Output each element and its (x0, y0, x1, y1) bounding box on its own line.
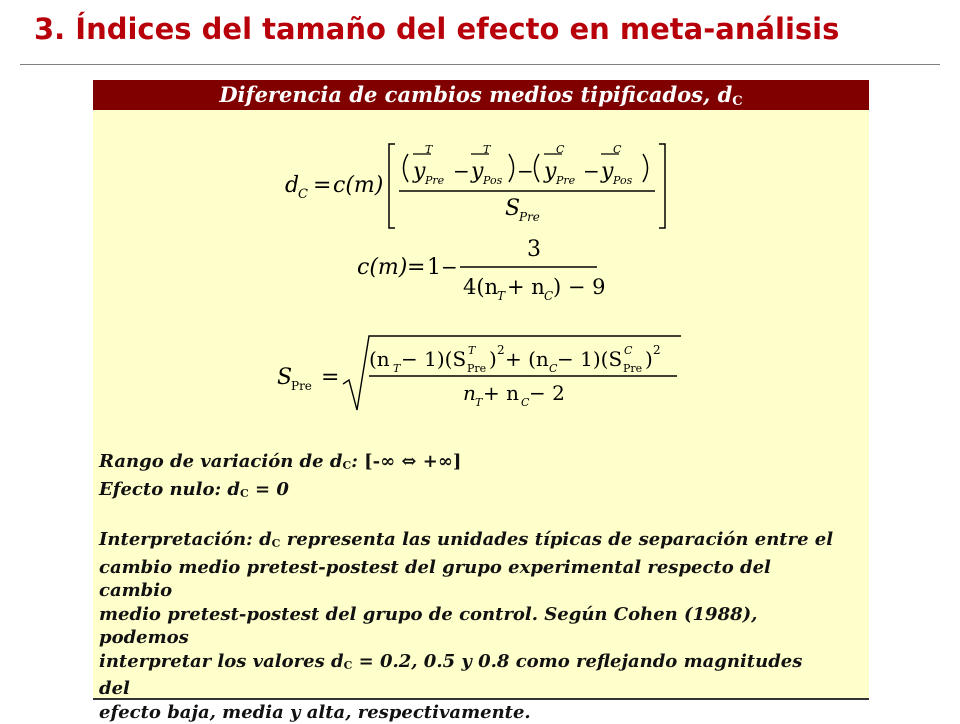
panel-header-subscript: C (732, 94, 742, 109)
effect-size-description (99, 450, 839, 724)
interpretation-line4-b: = 0.2, 0.5 y 0.8 como reflejando magnitudes del (99, 651, 802, 700)
dc-y1: y (412, 159, 426, 184)
interpretation-line1-rest: representa las unidades típicas de separación entre el (287, 529, 833, 550)
dc-paren-1-close (509, 154, 514, 182)
spre-num-sub-pre-1: Pre (467, 362, 486, 375)
cm-den-sub1: T (497, 289, 506, 303)
effect-size-panel (93, 80, 869, 700)
range-colon: : (351, 451, 358, 472)
spre-sq-1: 2 (497, 343, 505, 357)
interpretation-line4-a: interpretar los valores d (99, 651, 344, 672)
spre-num-d: − 1)(S (557, 347, 622, 371)
spre-num-b: − 1)(S (401, 347, 466, 371)
dc-minus-1: − (453, 159, 470, 183)
dc-y3-sup: C (556, 143, 565, 156)
null-effect-label: Efecto nulo: (99, 479, 221, 500)
title-divider (20, 64, 940, 65)
cm-num: 3 (527, 237, 541, 262)
dc-minus-2: − (517, 159, 534, 183)
interpretation-label: Interpretación: (99, 529, 253, 550)
dc-y2: y (470, 159, 484, 184)
dc-y4-sup: C (613, 143, 622, 156)
spre-den-tail: − 2 (529, 381, 565, 405)
range-line (99, 450, 839, 478)
formula-spre (277, 332, 697, 412)
cm-eq: = (407, 255, 425, 280)
interpretation-line4-sub: C (344, 659, 353, 672)
panel-header-text: Diferencia de cambios medios tipificados, d (219, 82, 732, 107)
spre-den-sub-c: C (521, 396, 530, 409)
interpretation-sub: C (272, 537, 281, 550)
spre-num-a: (n (369, 347, 390, 371)
dc-lhs-sub: C (298, 187, 308, 202)
interpretation-line-2: cambio medio pretest-postest del grupo experimental respecto del cambio (99, 556, 839, 603)
spre-num-sub-t: T (393, 362, 402, 375)
spre-paren-1: ) (489, 347, 497, 371)
spre-eq: = (321, 365, 339, 390)
dc-paren-1-open (404, 154, 409, 182)
spre-lhs-sub: Pre (291, 379, 312, 393)
cm-one: 1 (427, 255, 441, 280)
spre-den-sub-t: T (475, 396, 484, 409)
cm-den: 4(n (463, 275, 498, 299)
spre-num-c: + (n (505, 347, 549, 371)
interpretation-dc: d (259, 529, 272, 550)
spre-num-sub-c: C (549, 362, 558, 375)
dc-den-sub: Pre (518, 210, 540, 224)
cm-minus: − (441, 255, 458, 279)
interpretation-line-4 (99, 650, 839, 701)
dc-paren-2-close (643, 154, 648, 182)
dc-coef: c(m) (333, 173, 383, 198)
paragraph-gap (99, 505, 839, 528)
dc-y4-sub: Pos (612, 174, 633, 187)
dc-y2-sub: Pos (482, 174, 503, 187)
null-effect-sub: C (240, 487, 249, 500)
dc-lhs: d (285, 173, 299, 198)
dc-eq: = (313, 173, 331, 198)
range-label: Rango de variación de d (99, 451, 342, 472)
interpretation-line-3: medio pretest-postest del grupo de control. Según Cohen (1988), podemos (99, 603, 839, 650)
dc-y3-sub: Pre (555, 174, 576, 187)
cm-lhs: c(m) (357, 255, 407, 280)
interpretation-line-5: efecto baja, media y alta, respectivamente. (99, 701, 839, 724)
dc-bracket-left (389, 144, 395, 228)
dc-y1-sub: Pre (424, 174, 445, 187)
spre-num-sup-c: C (624, 344, 633, 357)
panel-header (93, 80, 869, 110)
dc-y1-sup: T (425, 143, 434, 156)
null-effect-line (99, 478, 839, 506)
formula-dc (285, 130, 685, 230)
dc-den: S (505, 196, 520, 221)
interpretation-line-1 (99, 528, 839, 556)
spre-sq-2: 2 (653, 343, 661, 357)
dc-minus-3: − (583, 159, 600, 183)
spre-paren-2: ) (645, 347, 653, 371)
spre-num-sub-pre-2: Pre (623, 362, 642, 375)
spre-lhs: S (277, 365, 292, 390)
range-sub: C (342, 459, 351, 472)
dc-y2-sup: T (483, 143, 492, 156)
spre-den-a: n (463, 381, 476, 405)
spre-den-plus: + n (483, 381, 519, 405)
cm-den-sub2: C (544, 289, 553, 303)
null-effect-value: = 0 (255, 479, 289, 500)
dc-bracket-right (659, 144, 665, 228)
formula-cm (357, 234, 617, 304)
dc-y4: y (600, 159, 614, 184)
cm-tail: ) − 9 (553, 275, 606, 299)
dc-y3: y (543, 159, 557, 184)
slide-title: 3. Índices del tamaño del efecto en meta-análisis (34, 12, 839, 46)
cm-plus: + n (507, 275, 545, 299)
range-value: [-∞ ⇔ +∞] (364, 451, 461, 472)
dc-paren-2-open (535, 154, 540, 182)
null-effect-lhs: d (227, 479, 240, 500)
spre-num-sup-t: T (468, 344, 477, 357)
